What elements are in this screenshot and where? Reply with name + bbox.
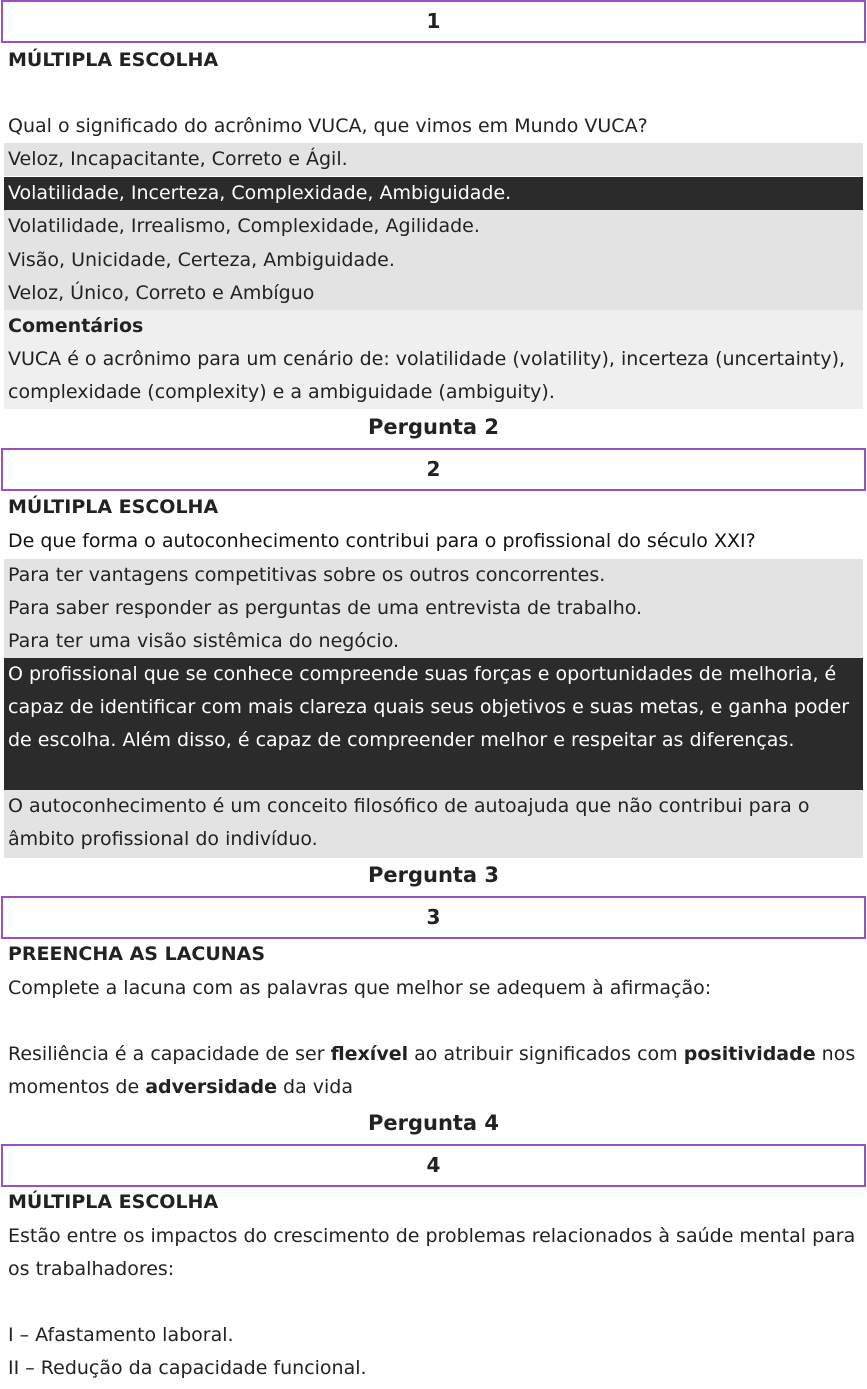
question-type-4: MÚLTIPLA ESCOLHA	[8, 1191, 219, 1213]
answer-option-2c: Para ter uma visão sistêmica do negócio.	[4, 625, 863, 658]
question-type-1: MÚLTIPLA ESCOLHA	[8, 49, 219, 71]
question-text-2: De que forma o autoconhecimento contribui para o profissional do século XXI?	[8, 530, 756, 552]
answer-option-1c: Volatilidade, Irrealismo, Complexidade, Agilidade.	[4, 210, 863, 244]
question-number-box-4: 4	[1, 1144, 866, 1187]
fill-gaps-instruction: Complete a lacuna com as palavras que melhor se adequem à afirmação:	[8, 977, 712, 999]
answer-option-1a: Veloz, Incapacitante, Correto e Ágil.	[4, 143, 863, 176]
answer-option-2a: Para ter vantagens competitivas sobre os outros concorrentes.	[4, 559, 863, 592]
question-heading-2: Pergunta 2	[367, 415, 500, 439]
question-type-3: PREENCHA AS LACUNAS	[8, 943, 266, 965]
answer-option-2b: Para saber responder as perguntas de uma entrevista de trabalho.	[4, 592, 863, 625]
comments-title: Comentários	[8, 315, 144, 337]
gap-answer-2: positividade	[683, 1043, 816, 1065]
question-number-box-3: 3	[1, 896, 866, 939]
answer-option-1b-correct: Volatilidade, Incerteza, Complexidade, Ambiguidade.	[4, 177, 863, 210]
sentence-part-2: ao atribuir significados com	[408, 1043, 684, 1065]
comments-panel-1	[4, 310, 863, 409]
sentence-part-1: Resiliência é a capacidade de ser	[8, 1043, 331, 1065]
gap-answer-3: adversidade	[145, 1076, 277, 1098]
gap-answer-1: flexível	[330, 1043, 409, 1065]
statement-item-1: I – Afastamento laboral.	[8, 1324, 234, 1346]
question-number-box-2: 2	[1, 448, 866, 491]
fill-gaps-sentence	[8, 1038, 858, 1104]
statement-item-2: II – Redução da capacidade funcional.	[8, 1357, 367, 1379]
question-heading-3: Pergunta 3	[367, 863, 500, 887]
sentence-part-3: nos momentos de	[8, 1043, 856, 1098]
answer-option-2e: O autoconhecimento é um conceito filosófico de autoajuda que não contribui para o âmbito profissional do indivíduo.	[4, 790, 863, 858]
question-type-2: MÚLTIPLA ESCOLHA	[8, 496, 219, 518]
sentence-part-4: da vida	[276, 1076, 353, 1098]
question-text-4: Estão entre os impactos do crescimento de problemas relacionados à saúde mental para os trabalhadores:	[8, 1225, 856, 1280]
answer-option-2d-correct: O profissional que se conhece compreende suas forças e oportunidades de melhoria, é capaz de identificar com mais clareza quais seus objetivos e suas metas, e ganha poder de escolha. Além disso, é capaz de compreender melhor e respeitar as diferenças.	[4, 658, 863, 790]
question-number-box-1: 1	[1, 0, 866, 43]
question-text-1: Qual o significado do acrônimo VUCA, que vimos em Mundo VUCA?	[8, 115, 648, 137]
question-heading-4: Pergunta 4	[367, 1111, 500, 1135]
answer-option-1e: Veloz, Único, Correto e Ambíguo	[4, 277, 863, 310]
answer-option-1d: Visão, Unicidade, Certeza, Ambiguidade.	[4, 244, 863, 277]
comments-text: VUCA é o acrônimo para um cenário de: volatilidade (volatility), incerteza (uncertainty), complexidade (complexity) e a ambiguidade (ambiguity).	[8, 348, 846, 403]
